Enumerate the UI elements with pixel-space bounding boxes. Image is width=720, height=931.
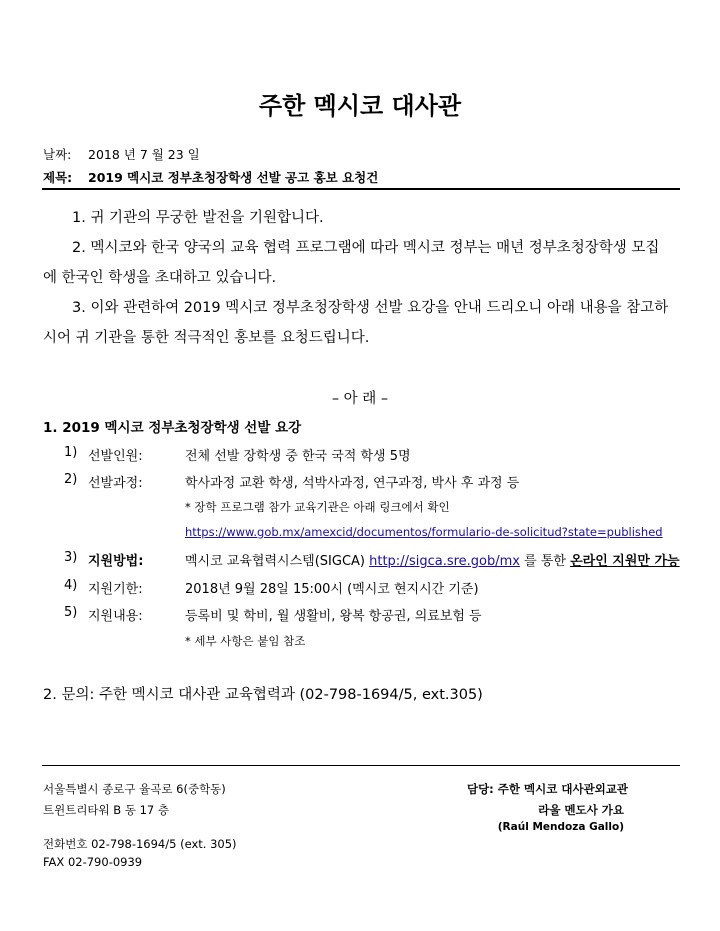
item-5-number: 5) xyxy=(64,605,78,620)
item-3-value-mid: 를 통한 xyxy=(520,554,571,569)
item-2-note: * 장학 프로그램 참가 교육기관은 아래 링크에서 확인 xyxy=(185,500,450,514)
date-label: 날짜: xyxy=(43,147,72,162)
institutions-link[interactable]: https://www.gob.mx/amexcid/documentos/formulario-de-solicitud?state=published xyxy=(185,525,663,539)
paragraph-1: 1. 귀 기관의 무궁한 발전을 기원합니다. xyxy=(72,210,324,226)
item-2-label: 선발과정: xyxy=(88,476,143,491)
item-5-note: * 세부 사항은 붙임 참조 xyxy=(185,634,306,648)
item-1-number: 1) xyxy=(64,445,78,460)
item-2-value: 학사과정 교환 학생, 석박사과정, 연구과정, 박사 후 과정 등 xyxy=(185,476,520,491)
item-4-label: 지원기한: xyxy=(88,582,143,597)
contact-line: 2. 문의: 주한 멕시코 대사관 교육협력과 (02-798-1694/5, ext.305) xyxy=(43,687,483,703)
header-divider xyxy=(42,188,680,190)
paragraph-3-line1: 3. 이와 관련하여 2019 멕시코 정부초청장학생 선발 요강을 안내 드리오니 아래 내용을 참고하 xyxy=(72,300,669,316)
paragraph-3-line2: 시어 귀 기관을 통한 적극적인 홍보를 요청드립니다. xyxy=(43,330,370,346)
item-3-value xyxy=(185,550,680,569)
item-1-value: 전체 선발 장학생 중 한국 국적 학생 5명 xyxy=(185,449,411,464)
subject-label: 제목: xyxy=(43,170,73,185)
item-3-number: 3) xyxy=(64,550,78,565)
notice-divider-text: – 아 래 – xyxy=(331,391,389,407)
paragraph-2-line2: 에 한국인 학생을 초대하고 있습니다. xyxy=(43,270,277,286)
item-5-label: 지원내용: xyxy=(88,609,143,624)
item-3-label: 지원방법: xyxy=(88,554,144,569)
footer-name-ko: 라울 멘도사 가요 xyxy=(538,803,624,817)
date-value: 2018 년 7 월 23 일 xyxy=(88,147,200,162)
subject-value: 2019 멕시코 정부초청장학생 선발 공고 홍보 요청건 xyxy=(88,170,379,185)
footer-fax: FAX 02-790-0939 xyxy=(43,855,143,869)
item-4-value: 2018년 9월 28일 15:00시 (멕시코 현지시간 기준) xyxy=(185,582,479,597)
online-only-emphasis: 온라인 지원만 가능 xyxy=(570,554,680,569)
footer-phone: 전화번호 02-798-1694/5 (ext. 305) xyxy=(43,837,237,851)
footer-address-1: 서울특별시 종로구 율곡로 6(중학동) xyxy=(43,782,226,796)
section-1-heading: 1. 2019 멕시코 정부초청장학생 선발 요강 xyxy=(43,420,302,436)
footer-address-2: 트윈트리타워 B 동 17 층 xyxy=(43,803,170,817)
item-4-number: 4) xyxy=(64,578,78,593)
page-title: 주한 멕시코 대사관 xyxy=(258,92,462,120)
paragraph-2-line1: 2. 멕시코와 한국 양국의 교육 협력 프로그램에 따라 멕시코 정부는 매년 정부초청장학생 모집 xyxy=(72,240,660,256)
footer-divider xyxy=(42,765,680,766)
item-5-value: 등록비 및 학비, 월 생활비, 왕복 항공권, 의료보험 등 xyxy=(185,609,482,624)
item-1-label: 선발인원: xyxy=(88,449,143,464)
sigca-link[interactable]: http://sigca.sre.gob/mx xyxy=(369,554,520,569)
footer-contact-person: 담당: 주한 멕시코 대사관외교관 xyxy=(466,782,628,796)
item-3-value-pre: 멕시코 교육협력시스템(SIGCA) xyxy=(185,554,370,569)
footer-name-es: (Raúl Mendoza Gallo) xyxy=(497,821,624,833)
item-2-number: 2) xyxy=(64,472,78,487)
